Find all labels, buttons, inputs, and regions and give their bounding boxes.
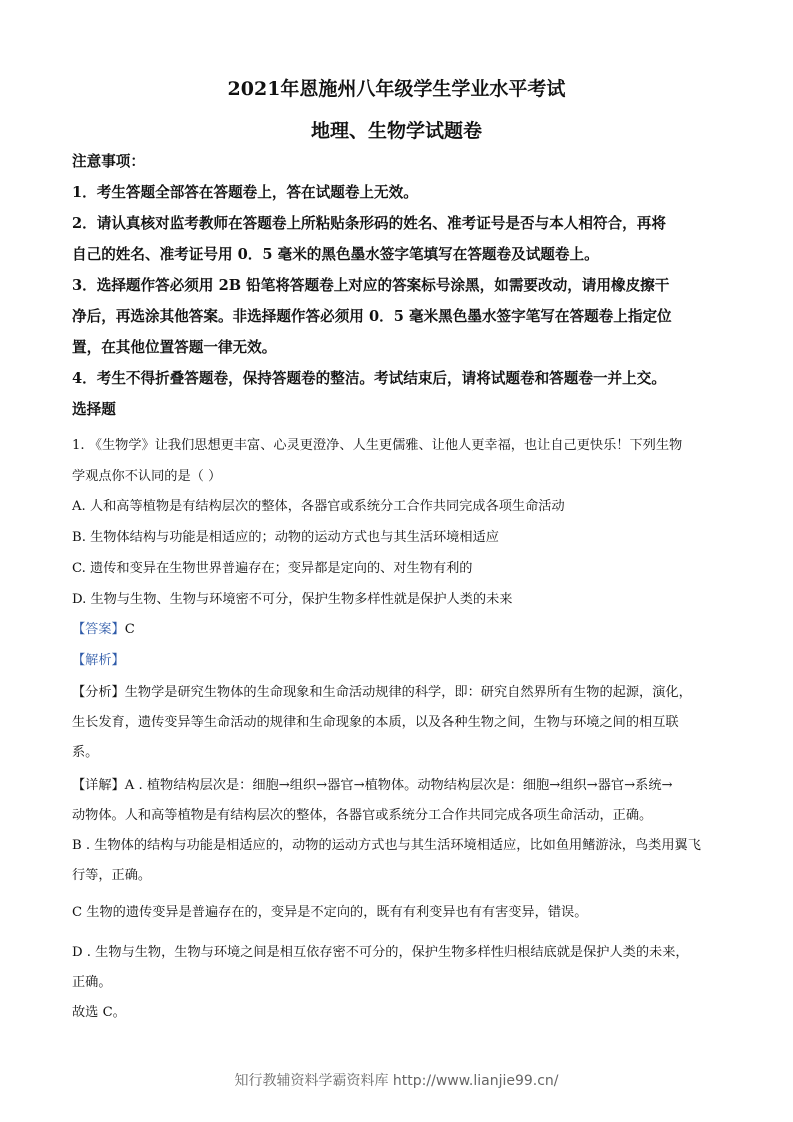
conclusion: 故选 C。 — [72, 1005, 126, 1020]
analysis-tag: 【解析】 — [72, 653, 125, 668]
analysis-xiangjie — [72, 771, 732, 891]
xiangjie-text: 动物体。人和高等植物是有结构层次的整体，各器官或系统分工合作共同完成各项生命活动，正确。 — [72, 808, 653, 823]
option-b: B. 生物体结构与功能是相适应的；动物的运动方式也与其生活环境相适应 — [72, 530, 499, 545]
xiangjie-text: A . 植物结构层次是：细胞→组织→器官→植物体。动物结构层次是：细胞→组织→器官→系统→ — [124, 778, 673, 793]
notice-item: 置，在其他位置答题一律无效。 — [72, 339, 277, 356]
notice-item: 3．选择题作答必须用 2B 铅笔将答题卷上对应的答案标号涂黑，如需要改动，请用橡皮擦干 — [72, 277, 670, 294]
section-heading: 选择题 — [72, 401, 116, 418]
xiangjie-tag: 【详解】 — [72, 778, 125, 793]
notice-item: 4．考生不得折叠答题卷，保持答题卷的整洁。考试结束后，请将试题卷和答题卷一并上交。 — [72, 370, 666, 387]
option-c: C. 遗传和变异在生物世界普遍存在；变异都是定向的、对生物有利的 — [72, 561, 473, 576]
answer-line — [72, 614, 732, 676]
option-b-explanation: B . 生物体的结构与功能是相适应的，动物的运动方式也与其生活环境相适应，比如鱼用鳍游泳，鸟类用翼飞 — [72, 838, 701, 853]
option-c-explanation: C 生物的遗传变异是普遍存在的，变异是不定向的，既有有利变异也有有害变异，错误。 — [72, 905, 588, 920]
notice-item: 1．考生答题全部答在答题卷上，答在试题卷上无效。 — [72, 184, 418, 201]
question-stem: 1. 《生物学》让我们思想更丰富、心灵更澄净、人生更儒雅、让他人更幸福，也让自己更快乐！下列生物 — [72, 438, 683, 453]
analysis-fenxi — [72, 678, 732, 768]
option-d-explanation-block — [72, 938, 732, 1028]
fenxi-text: 系。 — [72, 745, 99, 760]
question-stem: 学观点你不认同的是（ ） — [72, 469, 222, 484]
page-title: 2021年恩施州八年级学生学业水平考试 — [227, 78, 566, 100]
option-d-explanation: 正确。 — [72, 975, 112, 990]
option-d: D. 生物与生物、生物与环境密不可分，保护生物多样性就是保护人类的未来 — [72, 592, 513, 607]
fenxi-tag: 【分析】 — [72, 685, 125, 700]
fenxi-text: 生长发育，遗传变异等生命活动的规律和生命现象的本质，以及各种生物之间，生物与环境之间的相互联 — [72, 715, 679, 730]
footer-watermark: 知行教辅资料学霸资料库 http://www.lianjie99.cn/ — [234, 1073, 559, 1089]
notice-heading: 注意事项： — [72, 153, 145, 170]
notice-section — [72, 146, 732, 425]
option-d-explanation: D . 生物与生物，生物与环境之间是相互依存密不可分的，保护生物多样性归根结底就是保护人类的未来， — [72, 945, 689, 960]
option-b-explanation: 行等，正确。 — [72, 868, 152, 883]
notice-item: 2．请认真核对监考教师在答题卷上所粘贴条形码的姓名、准考证号是否与本人相符合，再将 — [72, 215, 666, 232]
options-list — [72, 491, 732, 615]
answer-tag: 【答案】 — [72, 622, 125, 637]
question-block — [72, 430, 732, 492]
page-subtitle: 地理、生物学试题卷 — [310, 120, 482, 142]
notice-item: 自己的姓名、准考证号用 0．5 毫米的黑色墨水签字笔填写在答题卷及试题卷上。 — [72, 246, 599, 263]
option-a: A. 人和高等植物是有结构层次的整体，各器官或系统分工合作共同完成各项生命活动 — [72, 499, 565, 514]
fenxi-text: 生物学是研究生物体的生命现象和生命活动规律的科学，即：研究自然界所有生物的起源，演化， — [124, 685, 692, 700]
notice-item: 净后，再选涂其他答案。非选择题作答必须用 0．5 毫米黑色墨水签字笔写在答题卷上指定位 — [72, 308, 672, 325]
answer-value: C — [124, 622, 135, 637]
